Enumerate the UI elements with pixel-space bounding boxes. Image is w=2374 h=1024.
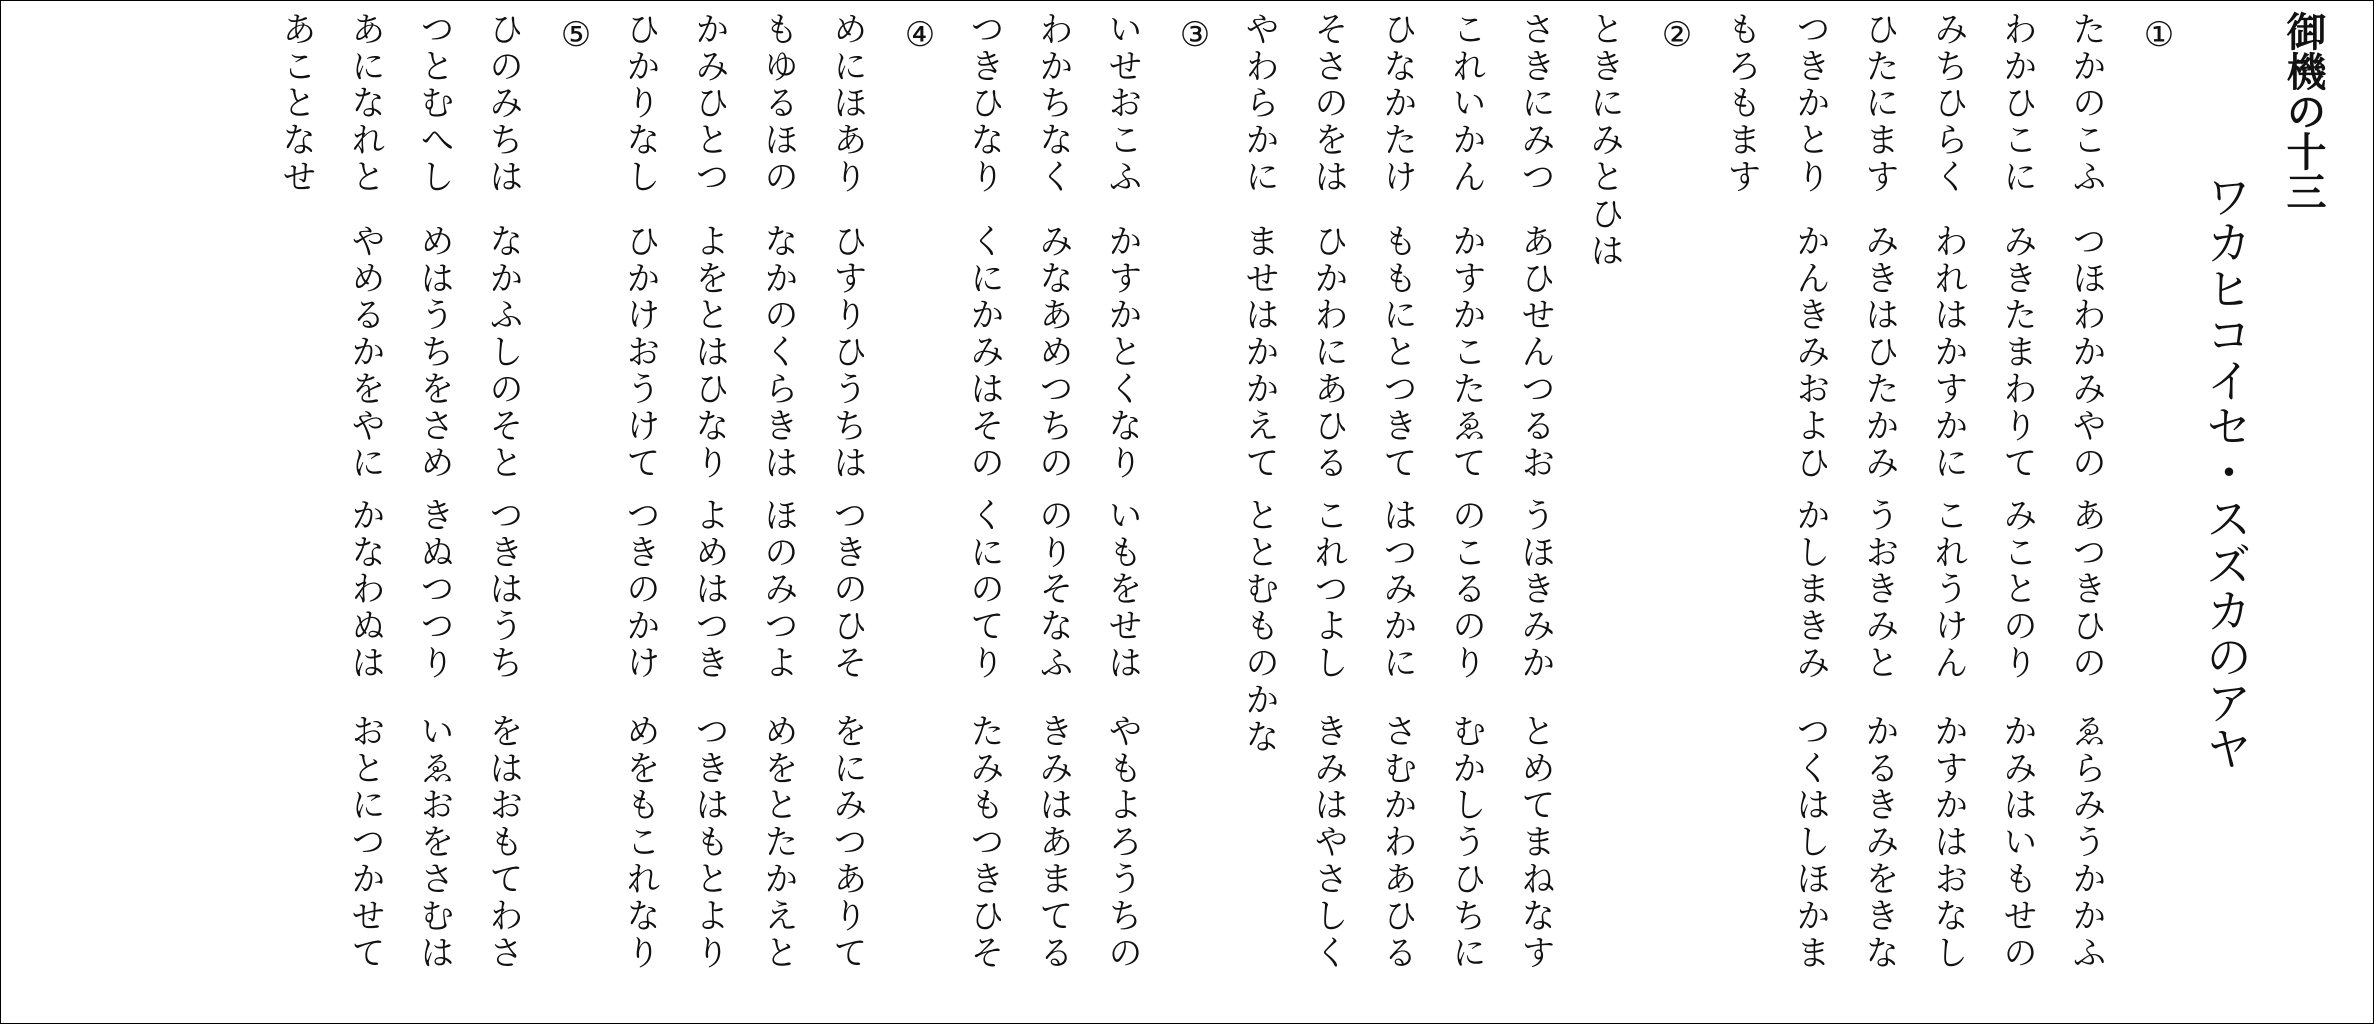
line-segment: つきはもとより (688, 713, 729, 972)
line-segment: のりそなふ (1032, 497, 1073, 682)
line-segment: かすかこたゑて (1445, 223, 1486, 482)
text-line (1371, 1, 1427, 1024)
line-segment: のこるのり (1445, 497, 1486, 682)
line-segment: きみはやさしく (1307, 713, 1348, 972)
line-segment: めはうちをさめ (413, 223, 454, 482)
document-title: 御機の十三 (2280, 11, 2326, 211)
line-segment: つきのひそ (826, 497, 867, 682)
line-segment: ひたにます (1858, 11, 1899, 196)
line-segment: よめはつき (688, 497, 729, 682)
text-line (1302, 1, 1358, 1024)
line-segment: くにかみはその (963, 223, 1004, 482)
line-segment: あひせんつるお (1514, 223, 1555, 482)
line-segment: これいかん (1445, 11, 1486, 196)
line-segment: わかちなく (1032, 11, 1073, 196)
text-line (477, 1, 533, 1024)
line-segment: さきにみつ (1514, 11, 1555, 196)
line-segment: ととむものかな (1238, 497, 1279, 756)
section-marker-3: ③ (1179, 15, 1211, 55)
line-segment: つきかとり (1789, 11, 1830, 196)
line-segment: ももにとつきて (1376, 223, 1417, 482)
line-segment: ひすりひうちは (826, 223, 867, 482)
line-segment: ませはかかえて (1238, 223, 1279, 482)
text-line (1509, 1, 1565, 1024)
line-segment: とめてまねなす (1514, 713, 1555, 972)
line-segment: きみはあまてる (1032, 713, 1073, 972)
line-segment: かなわぬは (344, 497, 385, 682)
line-segment: いゑおをさむは (413, 713, 454, 972)
text-line (339, 1, 395, 1024)
line-segment: やもよろうちの (1101, 713, 1142, 972)
line-segment: いせおこふ (1101, 11, 1142, 196)
line-segment: つほわかみやの (2065, 223, 2106, 482)
line-segment: ほのみつよ (757, 497, 798, 682)
line-segment: うほきみか (1514, 497, 1555, 682)
text-line (821, 1, 877, 1024)
line-segment: つきのかけ (619, 497, 660, 682)
line-segment: きぬつつり (413, 497, 454, 682)
section-marker-1: ① (2143, 15, 2175, 55)
text-line (2060, 1, 2116, 1024)
line-segment: むかしうひちに (1445, 713, 1486, 972)
text-line (1991, 1, 2047, 1024)
line-segment: ひのみちは (482, 11, 523, 196)
line-segment: つくはしほかま (1789, 713, 1830, 972)
text-line (1922, 1, 1978, 1024)
line-segment: みきたまわりて (1996, 223, 2037, 482)
line-segment: かすかはおなし (1927, 713, 1968, 972)
line-segment: みことのり (1996, 497, 2037, 682)
document-subtitle: ワカヒコイセ・スズカのアヤ (2199, 173, 2253, 771)
line-segment: をにみつありて (826, 713, 867, 972)
section-marker-4: ④ (904, 15, 936, 55)
line-segment: ひかりなし (619, 11, 660, 196)
line-segment: ひかけおうけて (619, 223, 660, 482)
text-line (614, 1, 670, 1024)
line-segment: なかのくらきは (757, 223, 798, 482)
line-segment: かすかとくなり (1101, 223, 1142, 482)
line-segment: つとむへし (413, 11, 454, 196)
line-segment: さむかわあひる (1376, 713, 1417, 972)
line-segment: そさのをは (1307, 11, 1348, 196)
text-line (1027, 1, 1083, 1024)
text-line (1784, 1, 1840, 1024)
line-segment: かみはいもせの (1996, 713, 2037, 972)
text-line (1578, 1, 1634, 1024)
line-segment: はつみかに (1376, 497, 1417, 682)
line-segment: やめるかをやに (344, 223, 385, 482)
text-line (752, 1, 808, 1024)
text-line (1715, 1, 1771, 1024)
line-segment: たみもつきひそ (963, 713, 1004, 972)
line-segment: もろもます (1720, 11, 1761, 196)
text-line (683, 1, 739, 1024)
line-segment: おとにつかせて (344, 713, 385, 972)
line-segment: くにのてり (963, 497, 1004, 682)
text-line (1440, 1, 1496, 1024)
line-segment: めをとたかえと (757, 713, 798, 972)
line-segment: つきひなり (963, 11, 1004, 196)
line-segment: かるきみをきな (1858, 713, 1899, 972)
line-segment: みきはひたかみ (1858, 223, 1899, 482)
text-line (958, 1, 1014, 1024)
line-segment: かしまきみ (1789, 497, 1830, 682)
line-segment: みなあめつちの (1032, 223, 1073, 482)
line-segment: なかふしのそと (482, 223, 523, 482)
line-segment: これうけん (1927, 497, 1968, 682)
line-segment: うおきみと (1858, 497, 1899, 682)
text-line (408, 1, 464, 1024)
line-segment: これつよし (1307, 497, 1348, 682)
line-segment: みちひらく (1927, 11, 1968, 196)
line-segment: いもをせは (1101, 497, 1142, 682)
line-segment: ひかわにあひる (1307, 223, 1348, 482)
line-segment: ゑらみうかかふ (2065, 713, 2106, 972)
line-segment: あことなせ (275, 11, 316, 196)
line-segment: ひなかたけ (1376, 11, 1417, 196)
section-marker-5: ⑤ (560, 15, 592, 55)
line-segment: やわらかに (1238, 11, 1279, 196)
line-segment: ときにみとひは (1583, 11, 1624, 270)
line-segment: もゆるほの (757, 11, 798, 196)
line-segment: あつきひの (2065, 497, 2106, 682)
line-segment: かみひとつ (688, 11, 729, 196)
line-segment: よをとはひなり (688, 223, 729, 482)
section-marker-2: ② (1661, 15, 1693, 55)
line-segment: をはおもてわさ (482, 713, 523, 972)
text-line (1233, 1, 1289, 1024)
line-segment: わかひこに (1996, 11, 2037, 196)
line-segment: あになれと (344, 11, 385, 196)
text-line (1853, 1, 1909, 1024)
line-segment: われはかすかに (1927, 223, 1968, 482)
line-segment: かんきみおよひ (1789, 223, 1830, 482)
line-segment: つきはうち (482, 497, 523, 682)
line-segment: めにほあり (826, 11, 867, 196)
line-segment: たかのこふ (2065, 11, 2106, 196)
text-line (270, 1, 326, 1024)
line-segment: めをもこれなり (619, 713, 660, 972)
text-line (1096, 1, 1152, 1024)
